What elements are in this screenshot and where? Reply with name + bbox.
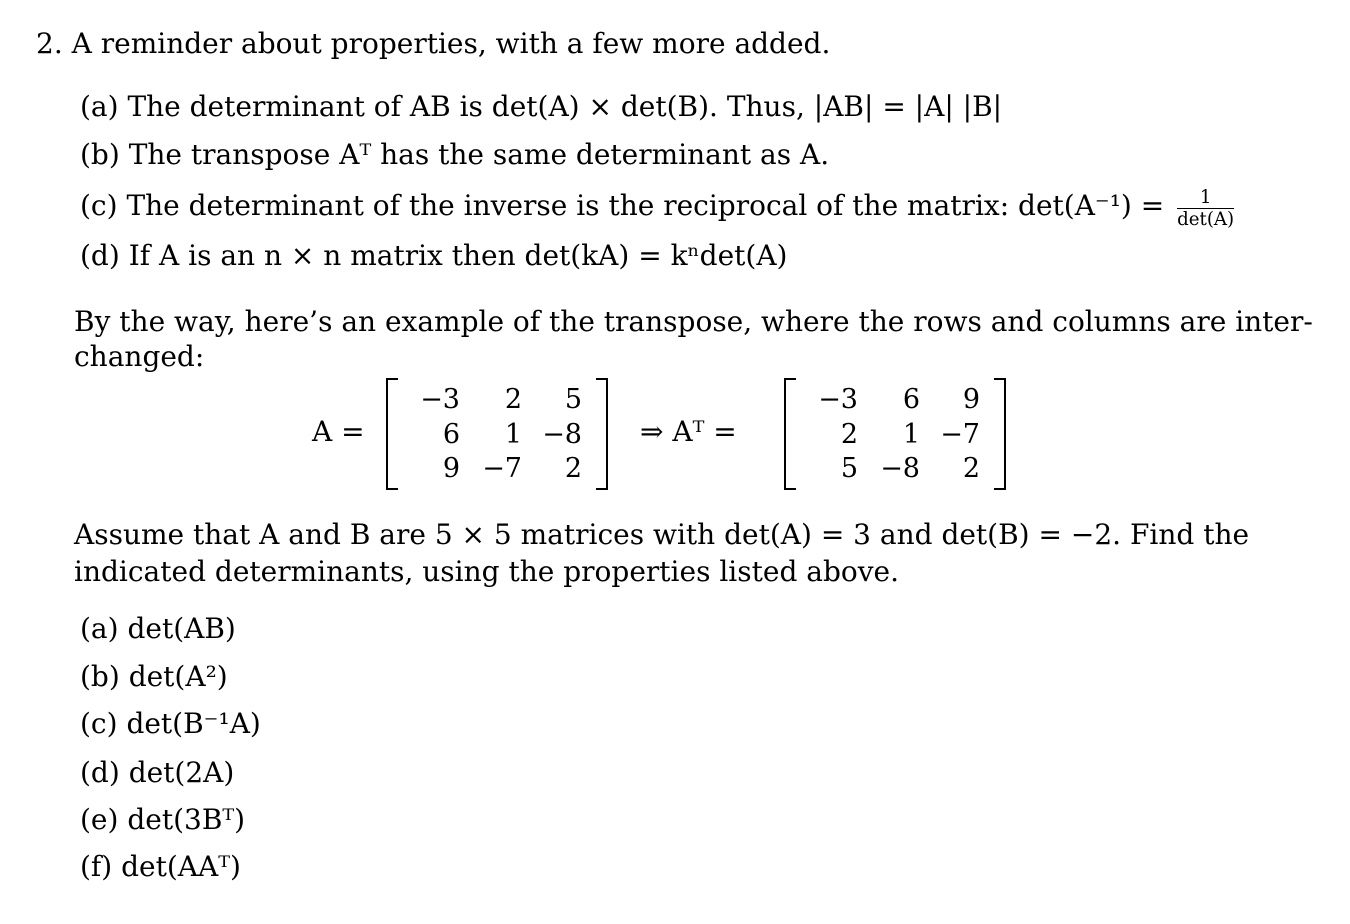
property-d: (d) If A is an n × n matrix then det(kA) = kⁿdet(A) <box>80 239 788 272</box>
problem-number: 2. <box>36 27 63 60</box>
question-e: (e) det(3Bᵀ) <box>80 803 246 836</box>
transpose-note-line2: changed: <box>74 340 205 373</box>
transpose-note-line1: By the way, here’s an example of the transpose, where the rows and columns are inter- <box>74 305 1313 338</box>
matrix-a-transpose: −3 6 9 2 1 −7 5 −8 2 <box>784 378 1006 490</box>
property-a: (a) The determinant of AB is det(A) × det(B). Thus, |AB| = |A| |B| <box>80 90 1003 123</box>
property-c: (c) The determinant of the inverse is the reciprocal of the matrix: det(A⁻¹) = $\frac{1}{\det(A)}$ <box>80 187 1235 231</box>
property-b: (b) The transpose Aᵀ has the same determinant as A. <box>80 138 830 171</box>
question-a: (a) det(AB) <box>80 612 236 645</box>
question-c: (c) det(B⁻¹A) <box>80 707 261 740</box>
matrix-a-label: A = <box>312 415 365 448</box>
problem-heading <box>36 27 831 60</box>
question-f: (f) det(AAᵀ) <box>80 850 241 883</box>
question-d: (d) det(2A) <box>80 756 235 789</box>
question-b: (b) det(A²) <box>80 660 228 693</box>
assume-line1: Assume that A and B are 5 × 5 matrices with det(A) = 3 and det(B) = −2. Find the <box>74 518 1250 551</box>
matrix-a: −3 2 5 6 1 −8 9 −7 2 <box>386 378 608 490</box>
problem-title: A reminder about properties, with a few more added. <box>71 27 831 60</box>
reciprocal-fraction: $\frac{1}{\det(A)}$ <box>1177 187 1235 231</box>
assume-line2: indicated determinants, using the properties listed above. <box>74 555 900 588</box>
transpose-arrow-label: ⇒ Aᵀ = <box>640 415 737 448</box>
